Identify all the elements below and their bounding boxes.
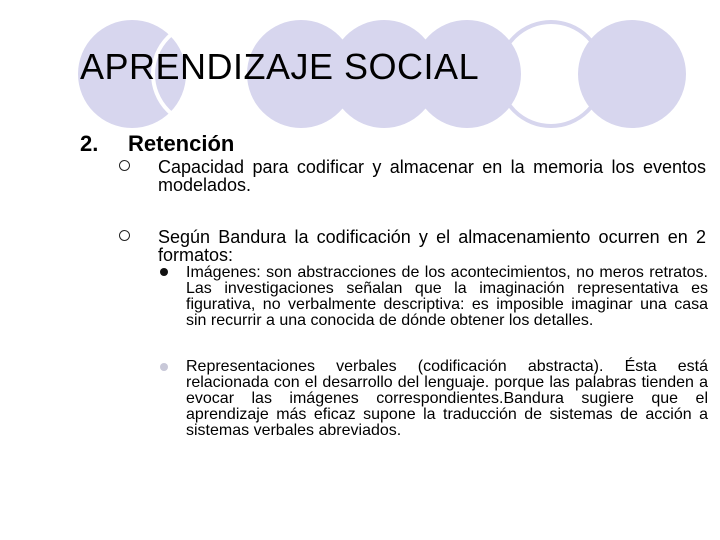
bullet-ring-icon <box>119 230 130 241</box>
sub-bullet-text: Representaciones verbales (codificación abstracta). Ésta está relacionada con el desarrollo del lenguaje. porque las palabras tienden a evocar las imágenes correspondientes.Bandura sugiere que el aprendizaje más eficaz supone la traducción de sistemas de acción a sistemas verbales abreviados. <box>186 358 708 439</box>
bullet-text: Capacidad para codificar y almacenar en la memoria los eventos modelados. <box>158 157 706 195</box>
slide-title: APRENDIZAJE SOCIAL <box>80 46 480 87</box>
section-number: 2. <box>80 131 99 156</box>
decor-circle-filled-5 <box>578 20 686 128</box>
sub-bullet-dot-icon <box>160 363 168 371</box>
sub-bullet-dot-icon <box>160 268 168 276</box>
bullet-text: Según Bandura la codificación y el almacenamiento ocurren en 2 formatos: <box>158 227 706 265</box>
bullet-ring-icon <box>119 160 130 171</box>
section-title: Retención <box>128 131 235 156</box>
sub-bullet-text: Imágenes: son abstracciones de los acontecimientos, no meros retratos. Las investigaciones señalan que la imaginación representativa es figurativa, no verbalmente descriptiva: es imposible imaginar una casa sin recurrir a una conocida de dónde obtener los detalles. <box>186 264 708 329</box>
